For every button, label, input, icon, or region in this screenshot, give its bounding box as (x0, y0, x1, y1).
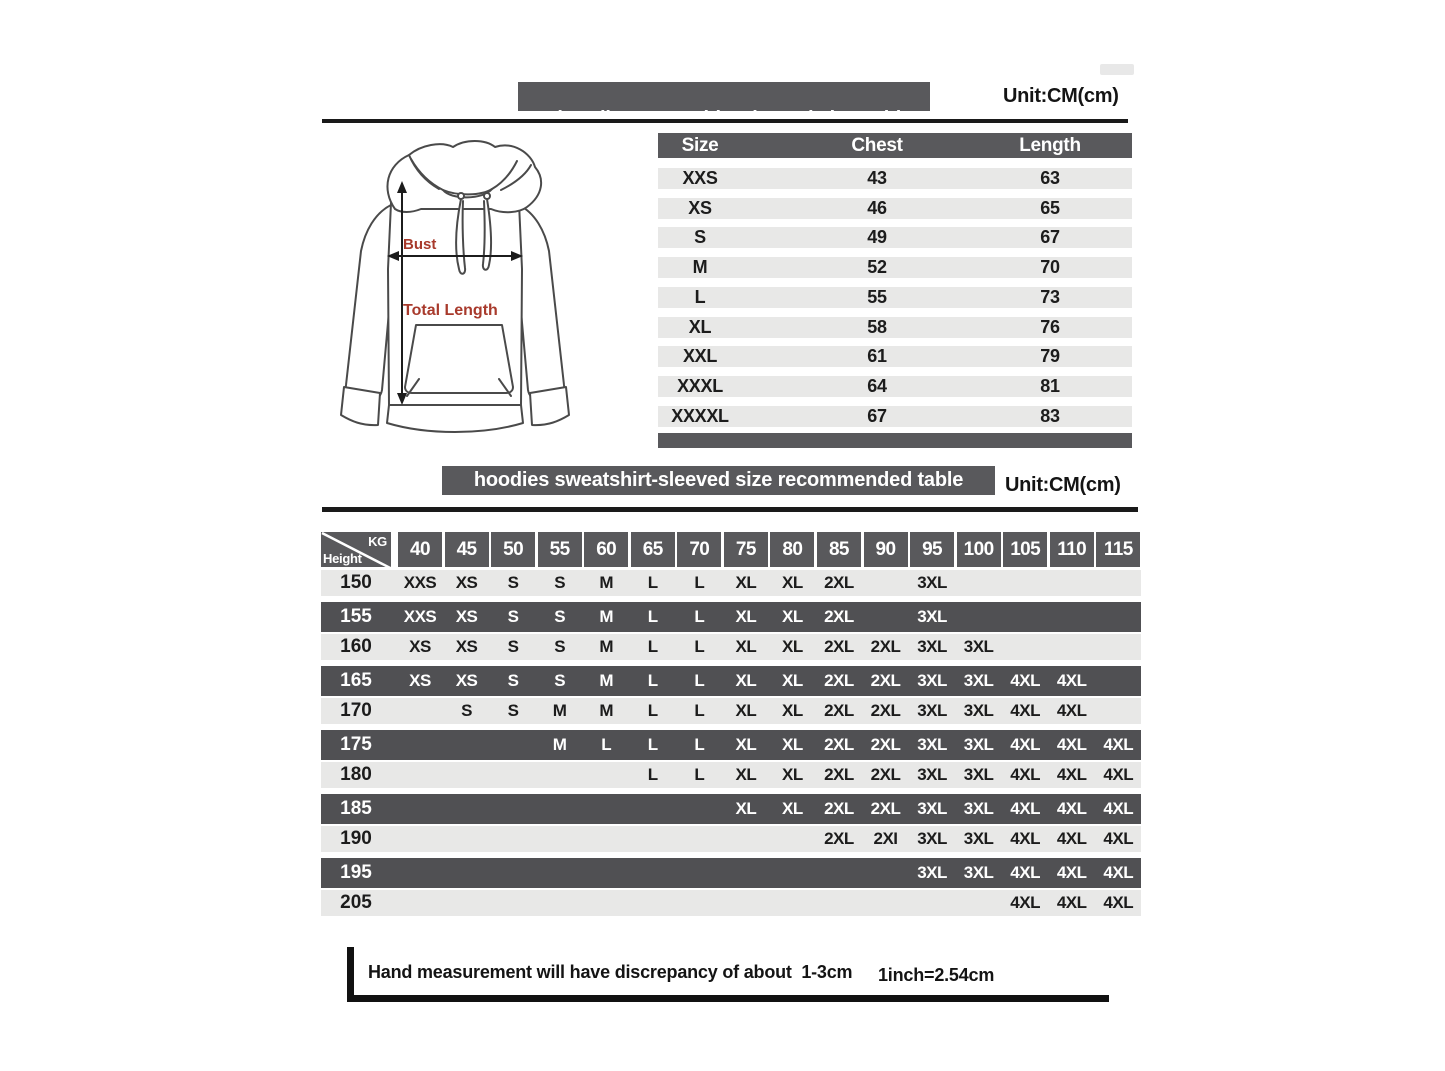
recommend-size-cell: 4XL (1056, 701, 1087, 720)
recommend-size-cell: 2XL (824, 765, 854, 784)
recommend-size-cell: 3XL (963, 863, 994, 882)
hoodie-measurement-diagram (333, 139, 631, 461)
size-cell: 61 (867, 346, 887, 367)
recommend-size-cell: 2XL (824, 607, 854, 626)
size-cell: 58 (867, 316, 887, 337)
footer-corner-vertical-bar (347, 947, 354, 999)
recommend-size-cell: 3XL (917, 799, 947, 818)
weight-column-header-115: 115 (1096, 532, 1140, 567)
recommend-size-cell: 4XL (1010, 735, 1040, 754)
recommend-table-unit-label: Unit:CM(cm) (1005, 474, 1121, 496)
recommend-size-cell: 3XL (917, 735, 947, 754)
weight-column-header-45: 45 (445, 532, 489, 567)
recommend-size-cell: XL (735, 637, 757, 656)
recommend-size-cell: M (552, 735, 567, 754)
recommend-size-cell: XL (782, 637, 803, 656)
recommend-size-cell: 3XL (917, 671, 947, 690)
recommend-size-cell: 2XL (824, 735, 854, 754)
recommend-table-title: hoodies sweatshirt-sleeved size recommended table (473, 469, 964, 491)
recommend-size-cell: S (507, 607, 519, 626)
recommend-size-cell: M (552, 701, 567, 720)
recommend-size-cell: XL (782, 573, 803, 592)
recommend-size-cell: 2XL (870, 671, 901, 690)
size-cell: XS (688, 197, 712, 218)
recommend-size-cell: 3XL (917, 573, 947, 592)
size-cell: 70 (1040, 257, 1060, 278)
recommend-size-cell: XL (782, 701, 803, 720)
recommend-size-cell: S (507, 701, 519, 720)
size-table-bottom-bar (658, 433, 1132, 448)
recommend-size-cell: M (599, 607, 614, 626)
weight-column-header-100: 100 (957, 532, 1001, 567)
recommend-size-cell: XL (782, 765, 803, 784)
recommend-size-cell: L (601, 735, 612, 754)
recommend-row-185 (321, 794, 1141, 824)
recommend-size-cell: S (554, 573, 566, 592)
recommend-size-cell: XL (735, 799, 757, 818)
recommend-size-cell: 2XL (824, 799, 854, 818)
recommend-size-cell: L (647, 607, 658, 626)
weight-column-header-65: 65 (631, 532, 675, 567)
recommend-size-cell: XXS (403, 607, 437, 626)
weight-column-header-40: 40 (398, 532, 442, 567)
recommend-size-cell: 2XL (824, 573, 854, 592)
size-cell: 46 (867, 197, 887, 218)
recommend-size-cell: 4XL (1010, 893, 1040, 912)
recommend-size-cell: 2XL (870, 765, 901, 784)
size-table-unit-label: Unit:CM(cm) (1003, 85, 1119, 107)
recommend-size-cell: L (647, 671, 658, 690)
recommend-size-cell: 4XL (1010, 765, 1040, 784)
recommend-row-195 (321, 858, 1141, 888)
hoodie-left-cuff (341, 387, 380, 425)
height-row-label: 170 (340, 700, 372, 721)
hoodie-pocket (405, 325, 513, 393)
recommend-size-cell: 4XL (1010, 701, 1040, 720)
recommend-size-cell: XL (735, 765, 757, 784)
recommend-row-160 (321, 634, 1141, 660)
size-table-header (658, 133, 1132, 158)
recommend-row-170 (321, 698, 1141, 724)
height-row-label: 155 (340, 606, 372, 627)
recommend-size-cell: 4XL (1103, 893, 1134, 912)
recommend-size-cell: S (507, 573, 519, 592)
size-cell: 81 (1040, 375, 1060, 396)
hoodie-hem-band (387, 405, 523, 432)
recommend-size-cell: XS (409, 637, 431, 656)
recommend-size-cell: S (554, 671, 566, 690)
recommend-size-cell: 4XL (1056, 765, 1087, 784)
height-row-label: 150 (340, 572, 372, 593)
recommend-size-cell: 2XL (870, 735, 901, 754)
size-table-column-header: Chest (851, 135, 903, 156)
size-row-M (658, 257, 1132, 278)
recommend-size-cell: 3XL (917, 829, 947, 848)
recommend-size-cell: 2XI (873, 829, 898, 848)
recommend-size-cell: L (694, 573, 705, 592)
recommend-size-cell: XS (409, 671, 431, 690)
footer-corner-horizontal-bar (347, 995, 1109, 1002)
weight-column-header-85: 85 (817, 532, 861, 567)
recommend-size-cell: 4XL (1056, 829, 1087, 848)
size-table-column-header: Size (681, 135, 719, 156)
recommend-size-cell: S (554, 637, 566, 656)
recommend-size-cell: L (647, 573, 658, 592)
recommend-size-cell: 4XL (1103, 863, 1134, 882)
recommend-size-cell: XS (455, 607, 478, 626)
recommend-size-cell: S (461, 701, 472, 720)
recommend-row-190 (321, 826, 1141, 852)
height-row-label: 205 (340, 892, 372, 913)
corner-kg-label: KG (368, 534, 387, 549)
size-cell: 65 (1040, 197, 1060, 218)
scan-artifact (1100, 64, 1134, 75)
hoodie-hood (387, 141, 541, 212)
recommend-size-cell: 3XL (963, 671, 994, 690)
height-row-label: 185 (340, 798, 372, 819)
recommend-size-cell: XL (782, 671, 803, 690)
size-cell: 43 (867, 168, 887, 188)
recommend-size-cell: XXS (403, 573, 437, 592)
recommend-size-cell: 3XL (963, 799, 994, 818)
recommend-size-cell: 2XL (824, 637, 854, 656)
recommend-row-155 (321, 602, 1141, 632)
recommend-size-cell: XS (455, 637, 478, 656)
size-row-S (658, 227, 1132, 248)
recommend-size-cell: 4XL (1010, 829, 1040, 848)
height-row-label: 195 (340, 862, 372, 883)
size-cell: XXS (682, 168, 718, 188)
inch-conversion-note: 1inch=2.54cm (878, 965, 995, 985)
size-cell: 67 (1040, 227, 1060, 248)
size-row-XXS (658, 168, 1132, 189)
weight-column-header-55: 55 (538, 532, 582, 567)
recommend-size-cell: 3XL (917, 701, 947, 720)
recommend-size-cell: L (694, 607, 705, 626)
recommend-size-cell: XL (735, 701, 757, 720)
recommend-size-cell: 4XL (1103, 735, 1134, 754)
recommend-size-cell: XL (782, 799, 803, 818)
recommend-row-150 (321, 570, 1141, 596)
weight-column-header-105: 105 (1003, 532, 1047, 567)
recommend-size-cell: 4XL (1103, 799, 1134, 818)
recommend-size-cell: L (647, 765, 658, 784)
recommend-size-cell: 4XL (1010, 863, 1040, 882)
recommend-size-cell: 4XL (1010, 799, 1040, 818)
size-cell: 64 (867, 375, 887, 396)
recommend-table (321, 532, 1141, 918)
recommend-size-cell: S (507, 637, 519, 656)
recommend-size-cell: 2XL (824, 829, 854, 848)
size-cell: 67 (867, 405, 887, 426)
size-row-XXXXL (658, 406, 1132, 427)
size-row-XXXL (658, 376, 1132, 397)
recommend-corner-cell (321, 532, 391, 567)
size-cell: 49 (867, 227, 887, 248)
recommend-size-cell: S (554, 607, 566, 626)
size-cell: 63 (1040, 168, 1060, 188)
recommend-size-cell: L (647, 637, 658, 656)
size-row-L (658, 287, 1132, 308)
height-row-label: 180 (340, 764, 372, 785)
recommend-size-cell: 3XL (917, 607, 947, 626)
recommend-size-cell: 2XL (870, 637, 901, 656)
measurement-discrepancy-note: Hand measurement will have discrepancy of about 1-3cm (368, 962, 853, 982)
size-row-XL (658, 317, 1132, 338)
bust-label: Bust (403, 236, 437, 253)
recommend-size-cell: L (694, 637, 705, 656)
recommend-size-cell: 3XL (963, 637, 994, 656)
size-cell: L (694, 286, 706, 307)
hoodie-left-sleeve (346, 205, 391, 399)
recommend-size-cell: 2XL (870, 701, 901, 720)
recommend-size-cell: 2XL (824, 701, 854, 720)
recommend-table-title-bar (442, 466, 995, 495)
size-cell: 73 (1040, 286, 1060, 307)
divider-rule-middle (322, 507, 1138, 512)
recommend-size-cell: M (599, 671, 614, 690)
size-table-title-bar (518, 82, 930, 111)
size-cell: 76 (1040, 316, 1060, 337)
recommend-row-180 (321, 762, 1141, 788)
weight-column-header-50: 50 (491, 532, 535, 567)
recommend-size-cell: M (599, 573, 614, 592)
recommend-size-cell: M (599, 637, 614, 656)
size-cell: 52 (867, 257, 887, 278)
recommend-size-cell: 3XL (917, 863, 947, 882)
recommend-size-cell: 4XL (1056, 735, 1087, 754)
weight-column-header-95: 95 (910, 532, 954, 567)
size-table-column-header: Length (1019, 135, 1081, 156)
weight-column-header-75: 75 (724, 532, 768, 567)
hoodie-right-cuff (530, 387, 569, 425)
recommend-size-cell: XL (735, 573, 757, 592)
recommend-size-cell: 2XL (870, 799, 901, 818)
size-cell: 55 (867, 286, 887, 307)
recommend-size-cell: XL (735, 607, 757, 626)
recommend-size-cell: 3XL (917, 765, 947, 784)
size-cell: 83 (1040, 405, 1060, 426)
size-cell: XXL (682, 346, 718, 367)
weight-column-header-90: 90 (864, 532, 908, 567)
recommend-size-cell: XL (782, 735, 803, 754)
recommend-size-cell: 4XL (1056, 799, 1087, 818)
recommend-size-cell: 4XL (1103, 765, 1134, 784)
recommend-size-cell: 4XL (1056, 863, 1087, 882)
weight-column-header-110: 110 (1050, 532, 1094, 567)
total-length-label: Total Length (403, 302, 498, 319)
hoodie-right-sleeve (519, 205, 564, 399)
recommend-size-cell: L (694, 701, 705, 720)
recommend-size-cell: L (647, 735, 658, 754)
recommend-size-cell: 3XL (963, 701, 994, 720)
height-row-label: 175 (340, 734, 372, 755)
size-row-XXL (658, 346, 1132, 367)
recommend-size-cell: 4XL (1010, 671, 1040, 690)
height-row-label: 160 (340, 636, 372, 657)
weight-column-header-80: 80 (770, 532, 814, 567)
weight-column-header-70: 70 (677, 532, 721, 567)
recommend-row-205 (321, 890, 1141, 916)
weight-column-header-60: 60 (584, 532, 628, 567)
height-row-label: 190 (340, 828, 372, 849)
recommend-size-cell: L (694, 735, 705, 754)
recommend-row-175 (321, 730, 1141, 760)
corner-height-label: Height (323, 551, 362, 566)
recommend-size-cell: XS (455, 671, 478, 690)
divider-rule-top (322, 119, 1128, 123)
recommend-size-cell: L (694, 671, 705, 690)
recommend-size-cell: XL (735, 671, 757, 690)
recommend-size-cell: 4XL (1103, 829, 1134, 848)
size-row-XS (658, 198, 1132, 219)
recommend-size-cell: XL (735, 735, 757, 754)
size-table (658, 133, 1132, 448)
size-cell: XL (688, 316, 712, 337)
recommend-size-cell: L (647, 701, 658, 720)
size-cell: S (694, 227, 706, 248)
size-cell: M (692, 257, 708, 278)
size-cell: 79 (1040, 346, 1060, 367)
recommend-size-cell: 3XL (963, 765, 994, 784)
recommend-size-cell: L (694, 765, 705, 784)
recommend-size-cell: 2XL (824, 671, 854, 690)
recommend-size-cell: S (507, 671, 519, 690)
recommend-size-cell: 4XL (1056, 893, 1087, 912)
height-row-label: 165 (340, 670, 372, 691)
recommend-size-cell: XS (455, 573, 478, 592)
recommend-row-165 (321, 666, 1141, 696)
recommend-size-cell: 4XL (1056, 671, 1087, 690)
recommend-size-cell: XL (782, 607, 803, 626)
size-cell: XXXXL (671, 405, 729, 426)
size-cell: XXXL (677, 375, 723, 396)
recommend-size-cell: M (599, 701, 614, 720)
recommend-size-cell: 3XL (963, 829, 994, 848)
recommend-size-cell: 3XL (917, 637, 947, 656)
recommend-size-cell: 3XL (963, 735, 994, 754)
